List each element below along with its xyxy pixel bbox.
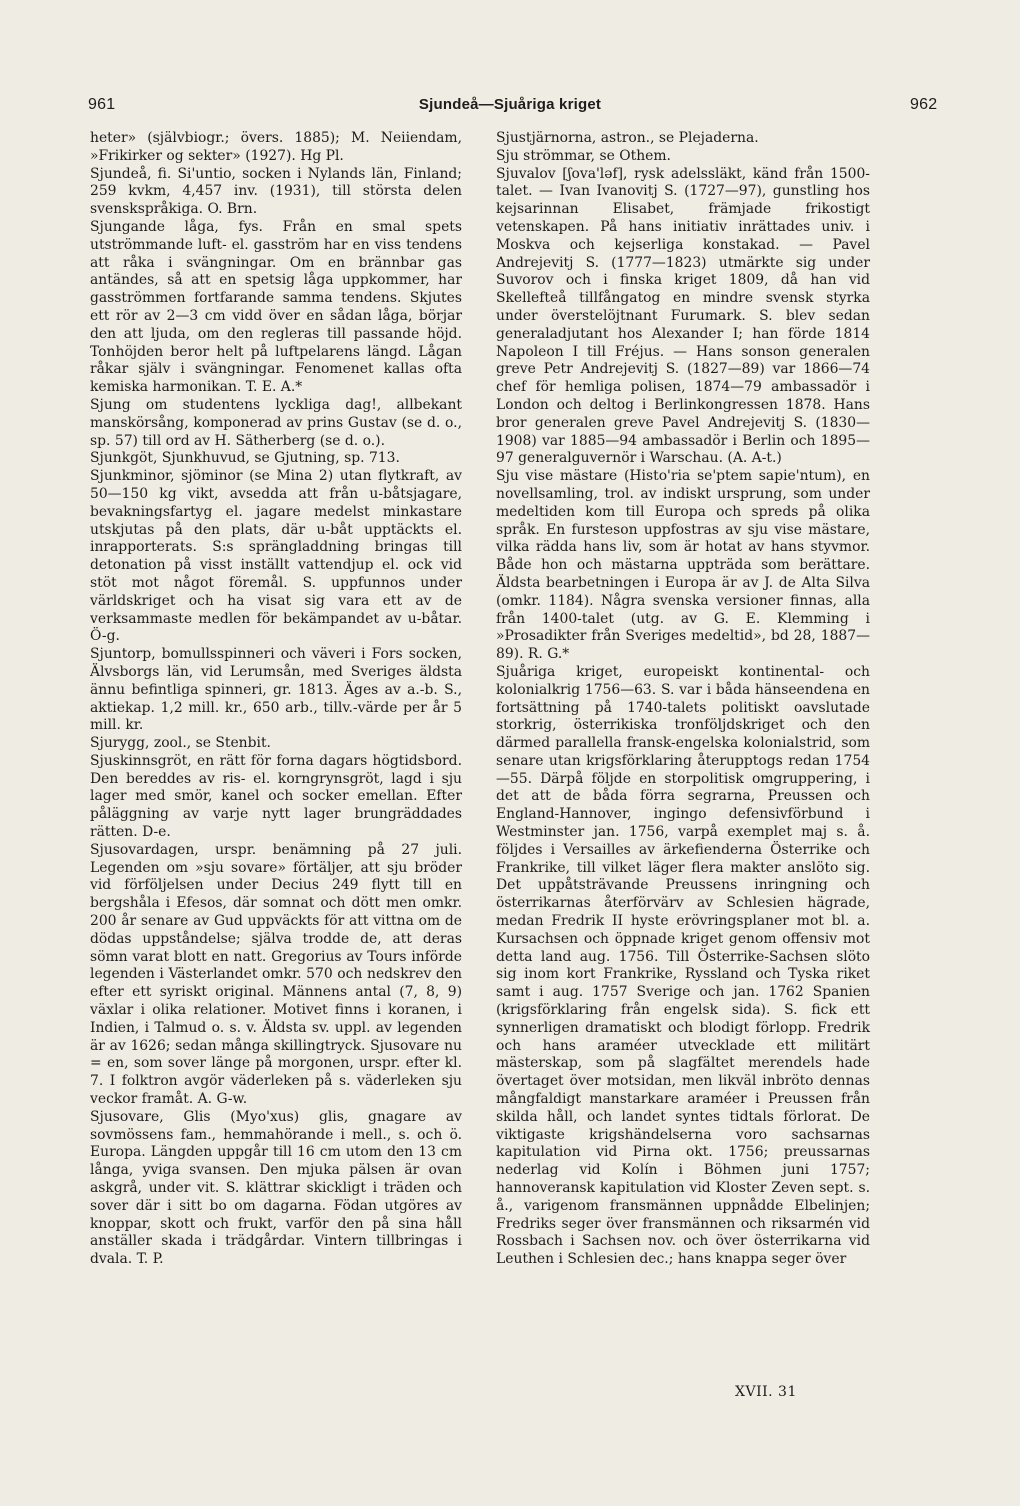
signature-mark: XVII. 31 (735, 1384, 797, 1400)
entry-sju-strommar: Sju strömmar, se Othem. (496, 147, 671, 164)
entry-sjusovare: Sjusovare, Glis (Myo'xus) glis, gnagare av sovmössens fam., hemmahörande i mell., s. och ö. Europa. Längden uppgår till 16 cm utom den 13 cm långa, yviga svansen. Den mjuka pälsen är ovan askgrå, under vit. S. klättrar skickligt i träden och sover där i sitt bo om dagarna. Födan utgöres av knoppar, skott och frukt, varför den på sina håll anställer skada i trädgårdar. Vintern tillbringas i dvala. T. P. (90, 1108, 462, 1268)
entry-sjustjarnorna: Sjustjärnorna, astron., se Plejaderna. (496, 130, 759, 146)
entry-sjunkminor: Sjunkminor, sjöminor (se Mina 2) utan flytkraft, av 50—150 kg vikt, avsedda att från u-båtsjagare, bevakningsfartyg el. jagare medelst minkastare utskjutas på den plats, där u-båt upptäckts el. inrapporterats. S:s sprängladdning bringas till detonation på visst inställt vattendjup el. ock vid stöt mot något föremål. S. uppfunnos under världskriget och ha visat sig vara ett av de verksammaste medlen för bekämpandet av u-båtar. Ö-g. (90, 468, 462, 645)
right-column (496, 130, 870, 1269)
page-number-left: 961 (88, 96, 116, 113)
entry-sjuntorp: Sjuntorp, bomullsspinneri och väveri i Fors socken, Älvsborgs län, vid Lerumsån, med Sveriges äldsta ännu befintliga spinneri, gr. 1813. Äges av a.-b. S., aktiekap. 1,2 mill. kr., 650 arb., tillv.-värde per år 5 mill. kr. (90, 646, 462, 734)
entry-sjungande-laga: Sjungande låga, fys. Från en smal spets utströmmande luft- el. gasström har en viss tendens att råka i svängningar. Om en brännbar gas antändes, så att en spetsig låga uppkommer, har gasströmmen fortfarande samma tendens. Skjutes ett rör av 2—3 cm vidd över en sådan låga, börjar den att ljuda, om den regleras till passande höjd. Tonhöjden beror helt på luftpelarens längd. Lågan råkar själv i svängningar. Fenomenet kallas ofta kemiska harmonikan. T. E. A.* (90, 218, 462, 396)
entry-sjurygg: Sjurygg, zool., se Stenbit. (90, 735, 271, 752)
running-title: Sjundeå—Sjuåriga kriget (418, 96, 602, 113)
entry-sjuvalov: Sjuvalov [ʃova'ləf], rysk adelssläkt, känd från 1500-talet. — Ivan Ivanovitj S. (1727—97), gunstling hos kejsarinnan Elisabet, främjade frikostigt vetenskapen. På hans initiativ inrättades univ. i Moskva och kejserliga konstakad. — Pavel Andrejevitj S. (1777—1823) utmärkte sig under Suvorov och i finska kriget 1809, då han vid Skellefteå tillfångatog en mindre svensk styrka under överstelöjtnant Furumark. S. blev sedan generaladjutant hos Alexander I; han förde 1814 Napoleon I till Fréjus. — Hans sonson generalen greve Petr Andrejevitj S. (1827—89) var 1866—74 chef för hemliga polisen, 1874—79 ambassadör i London och deltog i Berlinkongressen 1878. Hans bror generalen greve Pavel Andrejevitj S. (1830—1908) var 1885—94 ambassadör i Berlin och 1895—97 generalguvernör i Warschau. (A. A-t.) (496, 165, 870, 467)
entry-sju-vise-mastare: Sju vise mästare (Histo'ria se'ptem sapie'ntum), en novellsamling, trol. av indiskt ursprung, som under medeltiden kom till Europa och spreds på olika språk. En fursteson uppfostras av sju vise mästare, vilka rädda hans liv, som är hotat av hans styvmor. Både hon och mästarna uppträda som berättare. Äldsta bearbetningen i Europa är av J. de Alta Silva (omkr. 1184). Några svenska versioner finnas, alla från 1400-talet (utg. av G. E. Klemming i »Prosadikter från Sveriges medeltid», bd 28, 1887—89). R. G.* (496, 468, 870, 663)
entry-sjuariga-kriget: Sjuåriga kriget, europeiskt kontinental- och kolonialkrig 1756—63. S. var i båda hänseendena en fortsättning på 1740-talets politiskt oavslutade storkrig, österrikiska tronföljdskriget och den därmed parallella fransk-engelska kolonialstrid, som senare utan krigsförklaring återupptogs redan 1754—55. Därpå följde en storpolitisk omgruppering, i det att de båda förra segrarna, Preussen och England-Hannover, ingingo defensivförbund i Westminster jan. 1756, varpå exemplet maj s. å. följdes i Versailles av ärkefienderna Österrike och Frankrike, till vilket läger flera makter anslöto sig. Det uppåtsträvande Preussens inringning och österrikarnas återförvärv av Schlesien hägrade, medan Fredrik II hyste erövringsplaner mot bl. a. Kursachsen och öppnade kriget genom offensiv mot detta land aug. 1756. Till Österrike-Sachsen slöto sig inom kort Frankrike, Ryssland och Tyska riket samt i aug. 1757 Sverige och jan. 1762 Spanien (krigsförklaring från engelsk sida). S. fick ett synnerligen dramatiskt och blodigt förlopp. Fredrik och hans araméer utvecklade ett militärt mästerskap, som på slagfältet merendels hade övertaget över motsidan, men likväl inbröto dennas mångfaldigt manstarkare araméer i Preussen från skilda håll, och landet syntes tidtals förlorat. De viktigaste krigshändelserna voro sachsarnas kapitulation vid Pirna okt. 1756; preussarnas nederlag vid Kolín i Böhmen juni 1757; hannoveransk kapitulation vid Kloster Zeven sept. s. å., varigenom fransmännen uppnådde Elbelinjen; Fredriks seger över fransmännen och riksarmén vid Rossbach i Sachsen nov. och över österrikarna vid Leuthen i Schlesien dec.; hans knappa seger över (496, 663, 870, 1268)
entry-sjusovardagen: Sjusovardagen, urspr. benämning på 27 juli. Legenden om »sju sovare» förtäljer, att sju bröder vid förföljelsen under Decius 249 flytt till en bergshåla i Efesos, där somnat och dött men omkr. 200 år senare av Gud uppväckts för att vittna om de dödas uppståndelse; själva trodde de, att deras sömn varat blott en natt. Gregorius av Tours införde legenden i Västerlandet omkr. 570 och nedskrev den efter ett syriskt original. Männens antal (7, 8, 9) växlar i olika relationer. Motivet finns i koranen, i Indien, i Talmud o. s. v. Äldsta sv. uppl. av legenden är av 1626; sedan många skillingtryck. Sjusovare nu = en, som sover länge på morgonen, urspr. efter kl. 7. I folktron avgör väderleken på s. väderleken sju veckor framåt. A. G-w. (90, 841, 462, 1108)
entry-sjundea: Sjundeå, fi. Si'untio, socken i Nylands län, Finland; 259 kvkm, 4,457 inv. (1931), till största delen svenskspråkiga. O. Brn. (90, 165, 462, 218)
left-column (90, 130, 462, 1269)
entry-sjuskinnsgrot: Sjuskinnsgröt, en rätt för forna dagars högtidsbord. Den bereddes av ris- el. korngrynsgröt, lagd i sju lager med smör, kanel och socker emellan. Efter påläggning av varje nytt lager brungräddades rätten. D-e. (90, 752, 462, 841)
entry-neiiendam-continuation: heter» (självbiogr.; övers. 1885); M. Neiiendam, »Frikirker og sekter» (1927). Hg Pl. (90, 130, 462, 164)
entry-sjunkgot: Sjunkgöt, Sjunkhuvud, se Gjutning, sp. 713. (90, 450, 400, 467)
page-header (0, 96, 1020, 120)
page-number-right: 962 (910, 96, 938, 113)
entry-sjung-om-studentens: Sjung om studentens lyckliga dag!, allbekant manskörsång, komponerad av prins Gustav (se d. o., sp. 57) till ord av H. Sätherberg (se d. o.). (90, 396, 462, 449)
